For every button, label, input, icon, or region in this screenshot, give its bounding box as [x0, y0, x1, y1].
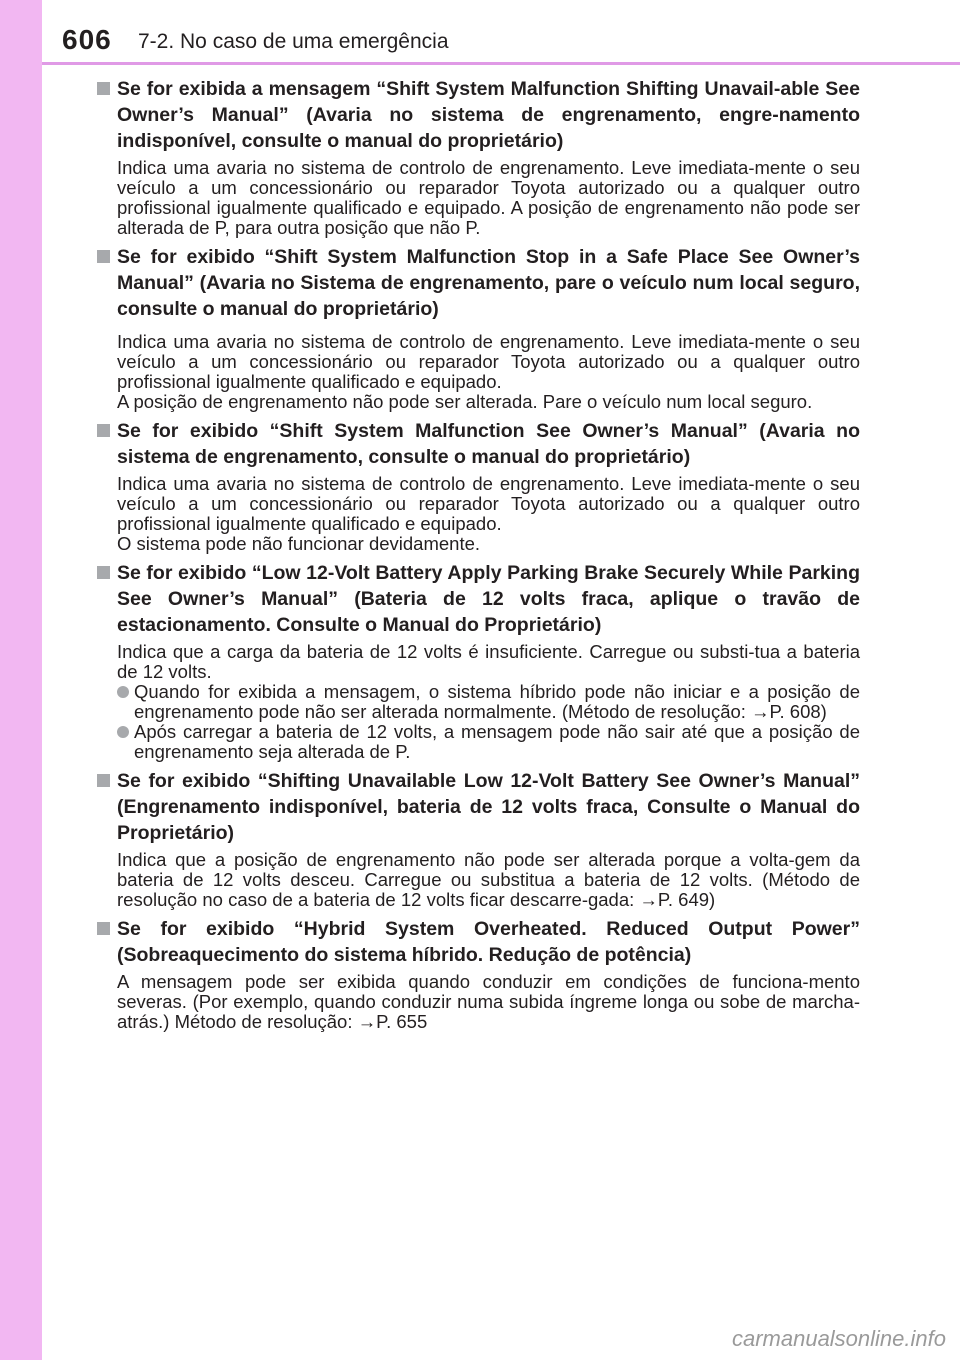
page-header: [0, 0, 960, 62]
message-description: [95, 642, 860, 762]
message-item: [95, 244, 860, 412]
message-description: [95, 158, 860, 238]
message-item: [95, 916, 860, 1032]
bullet-note: Quando for exibida a mensagem, o sistema híbrido pode não iniciar e a posição de engrenamento pode não ser alterada normalmente. (Método de resolução: →P. 608): [117, 682, 860, 722]
watermark-logo: carmanualsonline.info: [731, 1326, 946, 1351]
square-bullet-icon: [97, 566, 110, 579]
bullet-note: Após carregar a bateria de 12 volts, a mensagem pode não sair até que a posição de engrenamento seja alterada de P.: [117, 722, 860, 762]
square-bullet-icon: [97, 774, 110, 787]
message-description: [95, 850, 860, 910]
description-paragraph: Indica uma avaria no sistema de controlo de engrenamento. Leve imediata-mente o seu veículo a um concessionário ou reparador Toyota autorizado ou a qualquer outro profissional igualmente qualificado e equipado.: [117, 473, 860, 534]
square-bullet-icon: [97, 250, 110, 263]
description-paragraph: Indica uma avaria no sistema de controlo de engrenamento. Leve imediata-mente o seu veículo a um concessionário ou reparador Toyota autorizado ou a qualquer outro profissional igualmente qualificado e equipado. A posição de engrenamento não pode ser alterada de P, para outra posição que não P.: [117, 157, 860, 238]
page-content: [95, 76, 860, 1038]
message-heading: Se for exibido “Shift System Malfunction See Owner’s Manual” (Avaria no sistema de engrenamento, consulte o manual do proprietário): [95, 418, 860, 470]
message-heading: Se for exibida a mensagem “Shift System Malfunction Shifting Unavail-able See Owner’s Manual” (Avaria no sistema de engrenamento, engre-namento indisponível, consulte o manual do proprietário): [95, 76, 860, 154]
message-item: [95, 418, 860, 554]
circle-bullet-icon: [117, 726, 129, 738]
message-description: [95, 972, 860, 1032]
message-description: [95, 474, 860, 554]
message-description: [95, 332, 860, 412]
square-bullet-icon: [97, 82, 110, 95]
page-number: 606: [62, 24, 112, 55]
description-paragraph: O sistema pode não funcionar devidamente.: [117, 533, 481, 554]
message-heading: Se for exibido “Low 12-Volt Battery Apply Parking Brake Securely While Parking See Owner’s Manual” (Bateria de 12 volts fraca, aplique o travão de estacionamento. Consulte o Manual do Proprietário): [95, 560, 860, 638]
description-paragraph: A mensagem pode ser exibida quando conduzir em condições de funciona-mento severas. (Por exemplo, quando conduzir numa subida íngreme longa ou sobe de marcha-atrás.) Método de resolução: →P. 655: [117, 971, 860, 1032]
message-heading: Se for exibido “Shift System Malfunction Stop in a Safe Place See Owner’s Manual” (Avaria no Sistema de engrenamento, pare o veículo num local seguro, consulte o manual do proprietário): [95, 244, 860, 322]
description-paragraph: Indica que a posição de engrenamento não pode ser alterada porque a volta-gem da bateria de 12 volts desceu. Carregue ou substitua a bateria de 12 volts. (Método de resolução no caso de a bateria de 12 volts ficar descarre-gada: →P. 649): [117, 849, 860, 910]
description-paragraph: Indica que a carga da bateria de 12 volts é insuficiente. Carregue ou substi-tua a bateria de 12 volts.: [117, 641, 860, 682]
description-paragraph: Indica uma avaria no sistema de controlo de engrenamento. Leve imediata-mente o seu veículo a um concessionário ou reparador Toyota autorizado ou a qualquer outro profissional igualmente qualificado e equipado.: [117, 331, 860, 392]
message-item: [95, 560, 860, 762]
left-margin-bar: [0, 0, 42, 1360]
message-heading: Se for exibido “Hybrid System Overheated. Reduced Output Power” (Sobreaquecimento do sistema híbrido. Redução de potência): [95, 916, 860, 968]
circle-bullet-icon: [117, 686, 129, 698]
description-paragraph: A posição de engrenamento não pode ser alterada. Pare o veículo num local seguro.: [117, 391, 813, 412]
square-bullet-icon: [97, 922, 110, 935]
section-title: 7-2. No caso de uma emergência: [138, 30, 449, 53]
message-heading: Se for exibido “Shifting Unavailable Low 12-Volt Battery See Owner’s Manual” (Engrenamento indisponível, bateria de 12 volts fraca, Consulte o Manual do Proprietário): [95, 768, 860, 846]
square-bullet-icon: [97, 424, 110, 437]
message-item: [95, 76, 860, 238]
message-item: [95, 768, 860, 910]
header-rule: [42, 62, 960, 65]
